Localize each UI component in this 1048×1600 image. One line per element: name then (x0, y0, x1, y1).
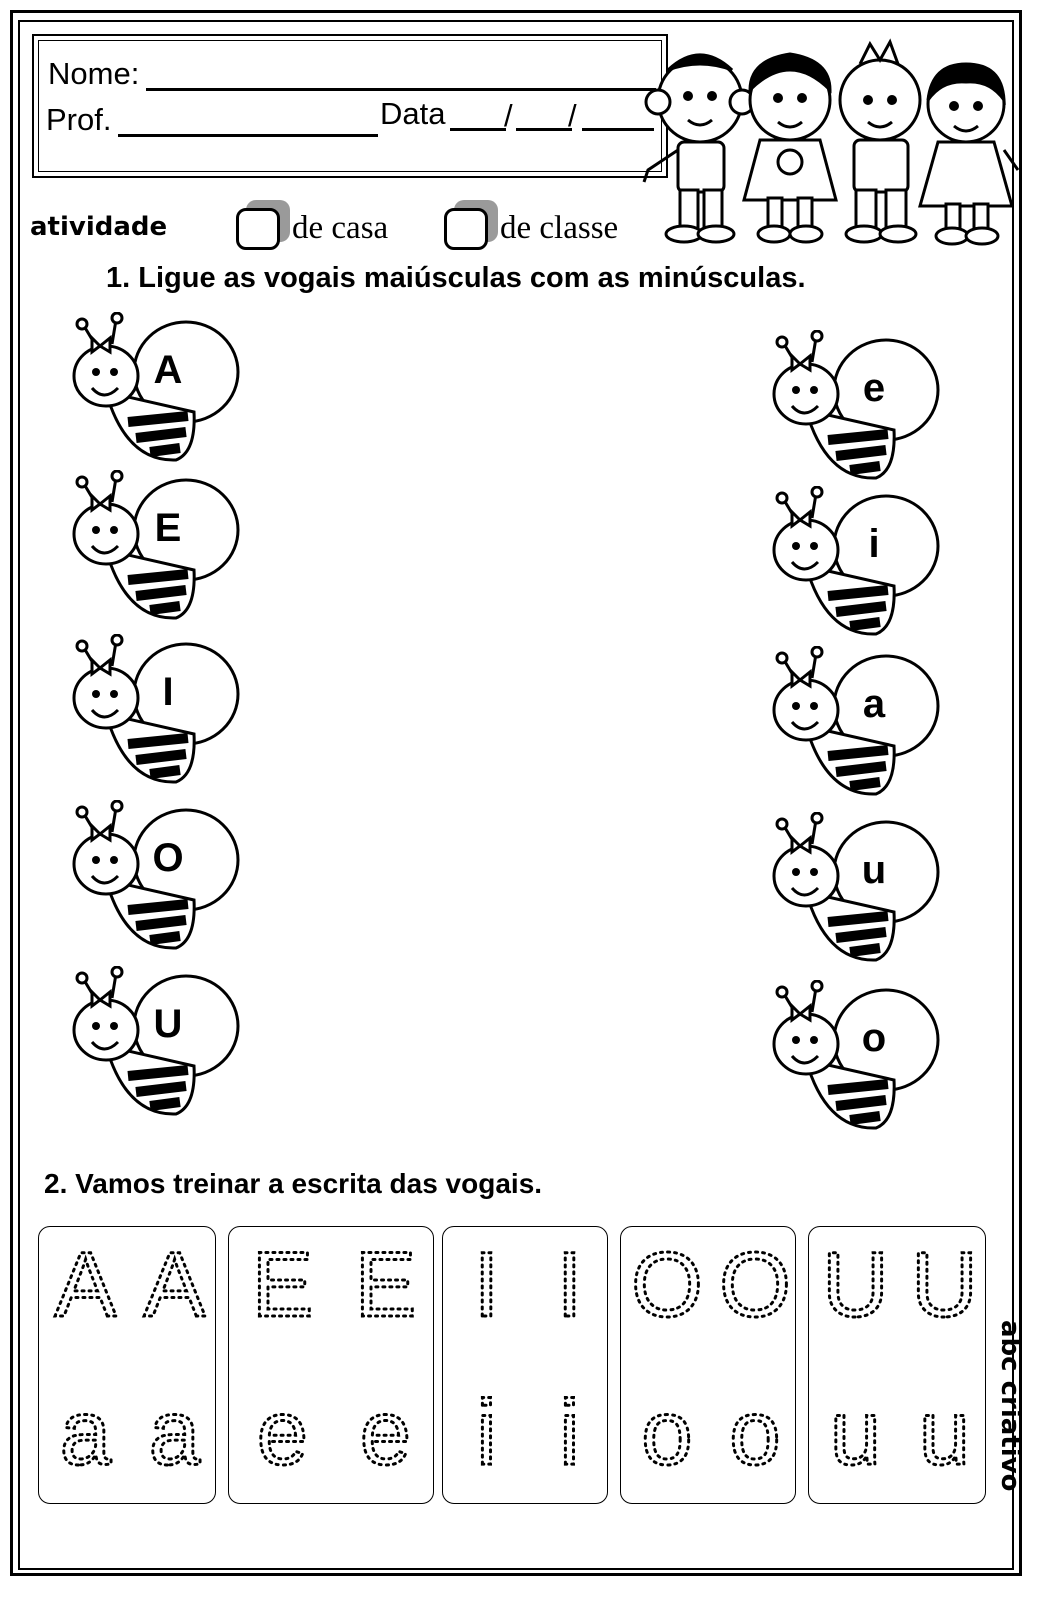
question-1-title: 1. Ligue as vogais maiúsculas com as minúsculas. (106, 262, 806, 294)
svg-text:a: a (59, 1382, 112, 1480)
dotted-uppercase-outline (133, 1232, 216, 1332)
dotted-lowercase-outline (814, 1380, 897, 1480)
prof-label: Prof. (46, 102, 112, 137)
dotted-uppercase-outline (903, 1232, 986, 1332)
svg-text:U: U (822, 1234, 889, 1332)
dotted-uppercase-outline (448, 1232, 525, 1332)
dotted-lowercase-outline (531, 1380, 608, 1480)
dotted-lowercase-outline (626, 1380, 708, 1480)
date-separator: / (568, 98, 577, 133)
dotted-lowercase-outline (448, 1380, 525, 1480)
svg-text:e: e (359, 1382, 412, 1480)
svg-text:A: A (143, 1234, 206, 1332)
svg-text:abc criativo: abc criativo (995, 1320, 1025, 1492)
svg-text:A: A (54, 1234, 117, 1332)
dotted-lowercase-outline (234, 1380, 331, 1480)
activity-title: atividade (30, 212, 168, 242)
name-field-line[interactable] (146, 88, 656, 91)
dotted-uppercase-outline (814, 1232, 897, 1332)
svg-text:O: O (631, 1234, 703, 1332)
dotted-lowercase-outline (44, 1380, 127, 1480)
lowercase-vowel: e (862, 366, 886, 410)
svg-text:u: u (829, 1382, 882, 1480)
svg-text:u: u (918, 1382, 971, 1480)
dotted-lowercase-outline (714, 1380, 796, 1480)
home-option-label: de casa (292, 210, 389, 246)
date-label: Data (380, 96, 446, 131)
svg-text:U: U (911, 1234, 978, 1332)
lowercase-vowel: i (868, 522, 880, 566)
svg-text:E: E (251, 1234, 314, 1332)
lowercase-vowel: u (861, 848, 887, 892)
class-checkbox[interactable] (444, 208, 488, 250)
dotted-uppercase-outline (626, 1232, 708, 1332)
dotted-uppercase-outline (234, 1232, 331, 1332)
uppercase-vowel: A (153, 348, 183, 392)
date-day-line[interactable] (450, 128, 506, 131)
dotted-lowercase-outline (337, 1380, 434, 1480)
svg-text:o: o (729, 1382, 781, 1480)
svg-text:O: O (719, 1234, 791, 1332)
svg-text:o: o (641, 1382, 693, 1480)
dotted-uppercase-outline (337, 1232, 434, 1332)
dotted-uppercase-outline (531, 1232, 608, 1332)
uppercase-vowel: U (153, 1002, 183, 1046)
home-checkbox[interactable] (236, 208, 280, 250)
date-month-line[interactable] (516, 128, 572, 131)
uppercase-vowel: E (154, 506, 182, 550)
lowercase-vowel: o (861, 1016, 887, 1060)
svg-text:i: i (559, 1382, 580, 1480)
date-separator: / (504, 98, 513, 133)
svg-text:a: a (148, 1382, 201, 1480)
dotted-uppercase-outline (44, 1232, 127, 1332)
question-2-title: 2. Vamos treinar a escrita das vogais. (44, 1168, 543, 1199)
uppercase-vowel: O (152, 836, 184, 880)
svg-text:E: E (354, 1234, 417, 1332)
svg-text:i: i (476, 1382, 497, 1480)
brand-logo (988, 1320, 1028, 1520)
prof-field-line[interactable] (118, 134, 378, 137)
lowercase-vowel: a (862, 682, 886, 726)
dotted-uppercase-outline (714, 1232, 796, 1332)
dotted-lowercase-outline (133, 1380, 216, 1480)
svg-text:e: e (256, 1382, 309, 1480)
svg-text:I: I (556, 1234, 583, 1332)
class-option-label: de classe (500, 210, 619, 246)
children-illustration (640, 30, 1025, 250)
uppercase-vowel: I (162, 670, 174, 714)
svg-text:I: I (473, 1234, 500, 1332)
name-label: Nome: (48, 56, 140, 91)
dotted-lowercase-outline (903, 1380, 986, 1480)
